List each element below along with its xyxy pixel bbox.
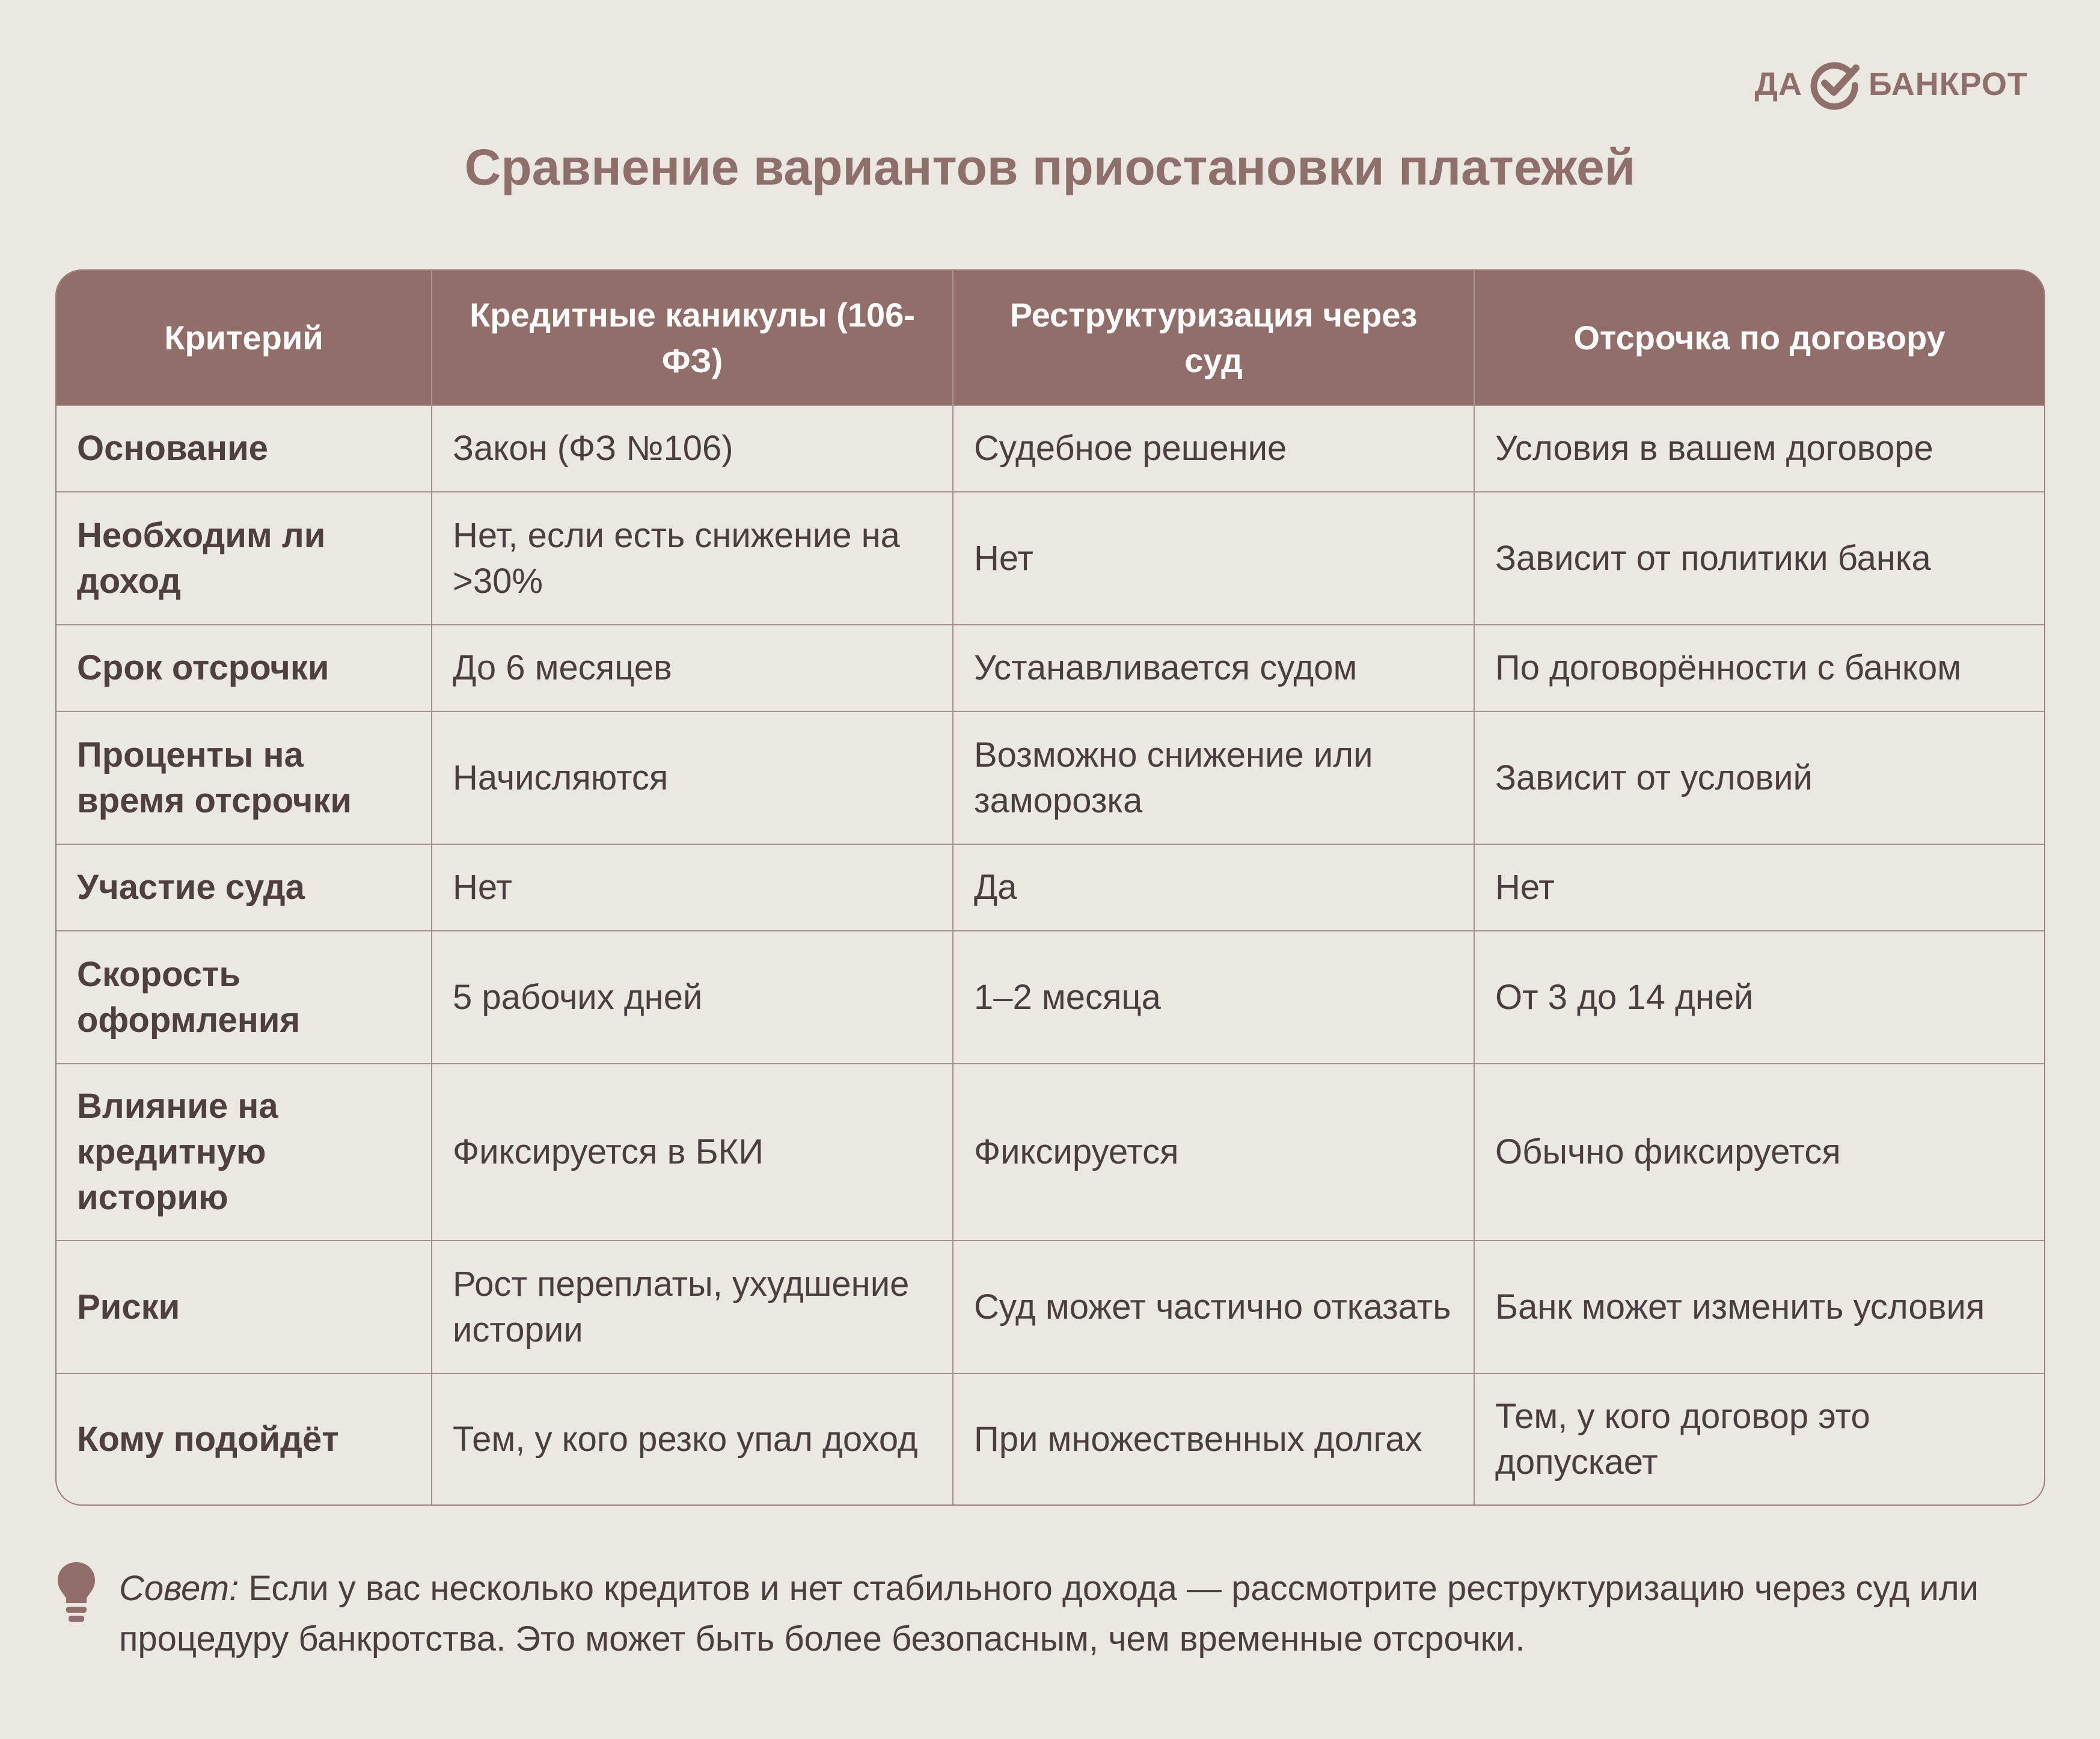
cell-deferral: Банк может изменить условия [1474,1241,2044,1373]
cell-restructuring: 1–2 месяца [953,931,1474,1064]
table-row [57,1373,2044,1504]
cell-restructuring: Суд может частично отказать [953,1241,1474,1373]
cell-deferral: От 3 до 14 дней [1474,931,2044,1064]
row-criterion: Срок отсрочки [57,625,432,711]
table-row [57,711,2044,844]
cell-restructuring: При множественных долгах [953,1373,1474,1504]
header-deferral: Отсрочка по договору [1474,271,2044,405]
table-row [57,931,2044,1064]
header-criterion: Критерий [57,271,432,405]
row-criterion: Проценты на время отсрочки [57,711,432,844]
cell-credit-holidays: 5 рабочих дней [432,931,953,1064]
cell-deferral: По договорённости с банком [1474,625,2044,711]
cell-credit-holidays: Фиксируется в БКИ [432,1064,953,1241]
cell-credit-holidays: Тем, у кого резко упал доход [432,1373,953,1504]
cell-credit-holidays: Нет, если есть снижение на >30% [432,492,953,625]
cell-deferral: Обычно фиксируется [1474,1064,2044,1241]
table-header-row [57,271,2044,405]
cell-credit-holidays: Закон (ФЗ №106) [432,405,953,492]
cell-restructuring: Нет [953,492,1474,625]
table-row [57,405,2044,492]
row-criterion: Необходим ли доход [57,492,432,625]
cell-restructuring: Устанавливается судом [953,625,1474,711]
table-row [57,625,2044,711]
row-criterion: Основание [57,405,432,492]
brand-logo [1755,57,2028,111]
table-row [57,844,2044,931]
comparison-table [55,269,2045,1506]
cell-deferral: Зависит от условий [1474,711,2044,844]
cell-credit-holidays: Рост переплаты, ухудшение истории [432,1241,953,1373]
table-row [57,1241,2044,1373]
checkmark-circle-icon [1808,57,1863,111]
row-criterion: Кому подойдёт [57,1373,432,1504]
cell-credit-holidays: До 6 месяцев [432,625,953,711]
row-criterion: Риски [57,1241,432,1373]
cell-restructuring: Да [953,844,1474,931]
lightbulb-icon [55,1560,97,1626]
header-credit-holidays: Кредитные каникулы (106-ФЗ) [432,271,953,405]
table-row [57,1064,2044,1241]
cell-credit-holidays: Начисляются [432,711,953,844]
cell-credit-holidays: Нет [432,844,953,931]
tip-body: Если у вас несколько кредитов и нет стабильного дохода — рассмотрите реструктуризацию через суд или процедуру банкротства. Это может быть более безопасным, чем временные отсрочки. [119,1569,1979,1658]
table-row [57,492,2044,625]
cell-restructuring: Фиксируется [953,1064,1474,1241]
cell-deferral: Нет [1474,844,2044,931]
cell-restructuring: Судебное решение [953,405,1474,492]
page-title: Сравнение вариантов приостановки платежей [464,139,1636,195]
tip-label: Совет: [119,1569,239,1608]
brand-right: БАНКРОТ [1868,66,2028,102]
cell-restructuring: Возможно снижение или заморозка [953,711,1474,844]
row-criterion: Участие суда [57,844,432,931]
row-criterion: Влияние на кредитную историю [57,1064,432,1241]
cell-deferral: Тем, у кого договор это допускает [1474,1373,2044,1504]
cell-deferral: Условия в вашем договоре [1474,405,2044,492]
tip-block [55,1563,2039,1664]
cell-deferral: Зависит от политики банка [1474,492,2044,625]
header-restructuring: Реструктуризация через суд [953,271,1474,405]
row-criterion: Скорость оформления [57,931,432,1064]
brand-left: ДА [1754,66,1802,102]
tip-text [119,1563,2013,1664]
